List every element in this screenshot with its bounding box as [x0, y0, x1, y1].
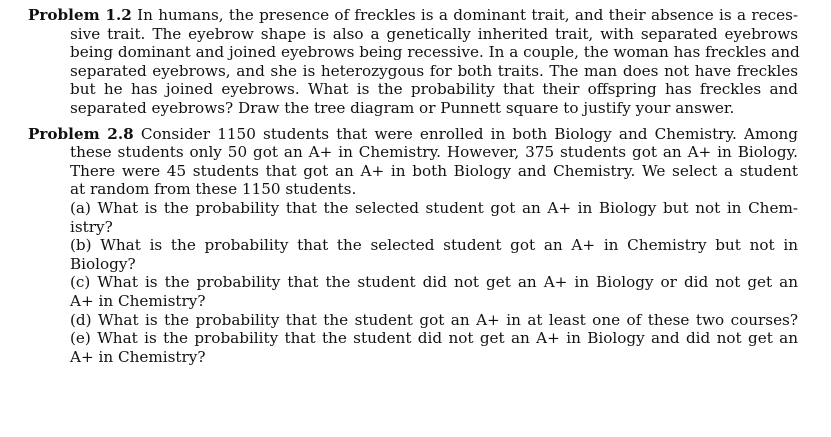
problem-line: at random from these 1150 students. [70, 180, 357, 199]
problem-1-2 [28, 6, 798, 118]
question-e-line: A+ in Chemistry? [70, 347, 206, 366]
question-e-line: (e) What is the probability that the student did not get an A+ in Biology and did not get an [70, 329, 798, 348]
problem-line [28, 125, 798, 144]
problem-line [28, 6, 798, 25]
question-b-line: (b) What is the probability that the selected student got an A+ in Chemistry but not in [70, 236, 798, 255]
problem-2-8 [28, 125, 798, 367]
problem-line: being dominant and joined eyebrows being recessive. In a couple, the woman has freckles and [70, 43, 800, 62]
question-c-line: (c) What is the probability that the student did not get an A+ in Biology or did not get an [70, 273, 798, 292]
problem-line: but he has joined eyebrows. What is the probability that their offspring has freckles and [70, 80, 798, 99]
problem-line: separated eyebrows, and she is heterozygous for both traits. The man does not have freckles [70, 61, 798, 80]
problem-text: In humans, the presence of freckles is a dominant trait, and their absence is a reces- [137, 6, 799, 24]
problem-line: sive trait. The eyebrow shape is also a genetically inherited trait, with separated eyebrows [70, 24, 798, 43]
document [28, 6, 798, 366]
problem-line: these students only 50 got an A+ in Chemistry. However, 375 students got an A+ in Biology. [70, 143, 798, 162]
question-a-line: istry? [70, 217, 113, 236]
problem-text: Consider 1150 students that were enrolled in both Biology and Chemistry. Among [140, 124, 799, 143]
question-b-line: Biology? [70, 254, 136, 273]
question-d-line: (d) What is the probability that the student got an A+ in at least one of these two courses? [70, 310, 798, 329]
question-a-line: (a) What is the probability that the selected student got an A+ in Biology but not in Chem- [70, 198, 798, 217]
problem-heading: Problem 2.8 [28, 124, 134, 143]
problem-line: There were 45 students that got an A+ in both Biology and Chemistry. We select a student [70, 161, 798, 180]
problem-line: separated eyebrows? Draw the tree diagram or Punnett square to justify your answer. [70, 98, 735, 117]
question-c-line: A+ in Chemistry? [70, 291, 206, 310]
problem-heading: Problem 1.2 [28, 6, 132, 24]
